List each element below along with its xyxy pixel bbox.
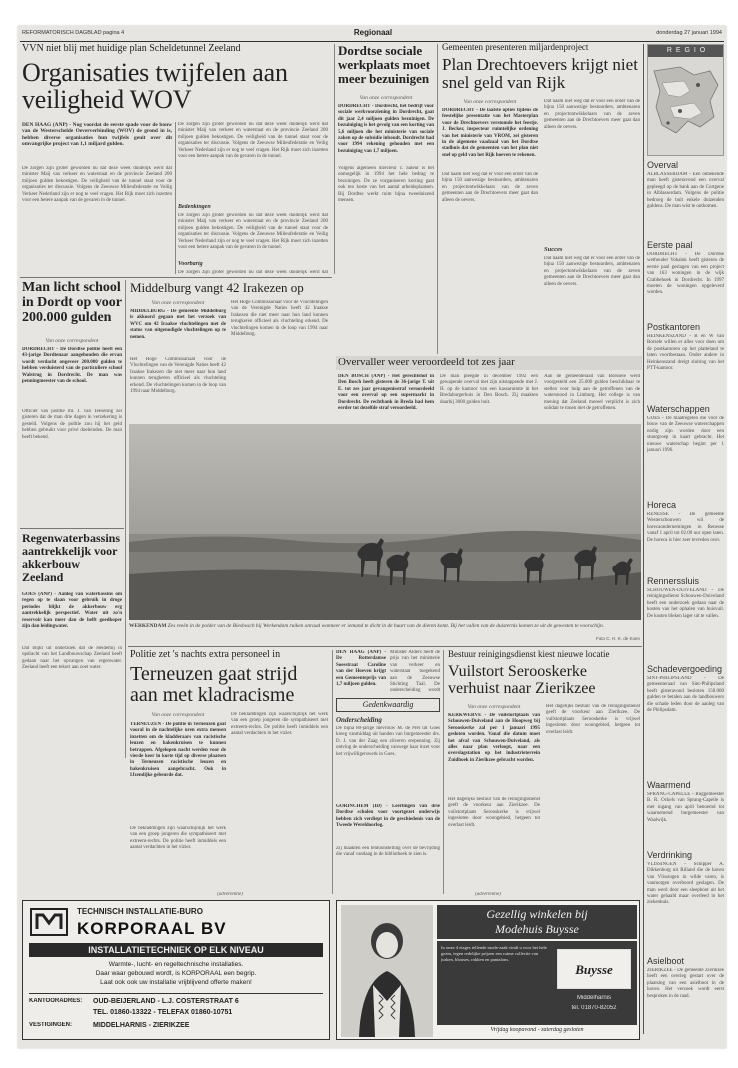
regen-body: Dat blijkt uit onderzoek dat de Heidemij in opdracht van het Landbouwschap Zeeland heeft gedaan naar het opvangen van regenwater. Zeeland heeft een tekort aan zoet water.	[22, 646, 122, 671]
man-correspondent: Van onze correspondent	[45, 338, 99, 344]
newspaper-page	[18, 26, 726, 1048]
politie-kicker: Politie zet 's nachts extra personeel in	[130, 650, 281, 660]
vuilstort-kicker: Bestuur reinigingsdienst kiest nieuwe locatie	[448, 650, 610, 659]
regio-banner-title: R E G I O	[648, 45, 724, 57]
photo-caption: Zes reeën in de polder van de Biesbosch bij Werkendam ruiken onraad wanneer er iemand te dicht in de buurt van de dieren komt. Bij het vallen van de duisternis komen ze uit de gewesten te voorschijn.	[167, 623, 605, 629]
deer-photo	[129, 424, 641, 620]
drecht-intro: DORDRECHT - De laatste opties tijdens de feestelijke presentatie van het Masterplan voor de Drechtoevers verstomde het feestje. J. Becker, inspecteur ruimtelijke ordening van het ministerie van VROM, zei gisteren in de algemene vaadzaal van het Dordtse stadhuis dat de gemeenten van het plan niet snel op geld van het Rijk hoeven te rekenen.	[442, 108, 538, 158]
overvaller-intro: DEN BOSCH (ANP) - Het gerechtshof in Den Bosch heeft gisteren de 36-jarige T. uit E. tot zes jaar gevangenisstraf veroordeeld voor een overval op een supermarkt in Dordrecht. De rechtbank in Breda had hem eerder tot dezelfde straf veroordeeld.	[338, 374, 434, 412]
politie-correspondent: Van onze correspondent	[151, 712, 205, 718]
lead-body-col2: De zorgen zijn groter geworden nu dat deze week duidelijk werd dat minister Maij van verkeer en waterstaat en de provincie Zeeland 200 miljoen gulden bekostigen. De veiligheid van de tunnel staat voor de organisaties ter discussie. Volgens de Zeeuwse Milieufederatie en Veilig Verkeer Nederland zijn er nog te veel vragen. Het Rijk moet zich inzetten voor een betere aanpak van de gevaren in de tunnel.	[178, 122, 328, 160]
sidebar-body-overval: ALBLASSERDAM - Een onbekende man heeft gisteravond een overval gepleegd op de bank aan de Cortgene in Alblasserdam. Volgens de politie bedroeg de buit enkele duizenden guldens. De man wist te ontkomen.	[647, 172, 724, 210]
lead-intro: DEN HAAG (ANP) - Nog voordat de eerste spade voor de bouw van de Westerschelde Oeververbinding (WOV) de grond in is, hebben diverse organisaties hun twijfels geuit over dit omvangrijke project van 1,1 miljard gulden.	[22, 122, 172, 148]
overvaller-headline: Overvaller weer veroordeeld tot zes jaar	[338, 357, 515, 368]
sidebar-title-waterschappen: Waterschappen	[647, 404, 710, 414]
middelburg-body-col2: Het Hoge Commissariaat voor de Vluchtelingen van de Verenigde Naties heeft 42 Iraakse Irakezen die niet meer naar hun land kunnen terugkeren officieel als vluchteling erkend. De vluchtelingen komen in de loop van 1994 naar Middelburg.	[231, 300, 328, 338]
sidebar-body-horeca: RENESSE - De gemeente Westerschouwen wil de horecaondernemingen in Renesse vanaf 1 april tot 02.00 uur open laten. De horeca is hier zeer tevreden over.	[647, 512, 724, 543]
sidebar-body-postkantoren: HEINKENSZAND - B en W van Borsele willen er alles voor doen om de postkantoren op het platteland te laten voortbestaan. Onder andere in Heinkenszand dreigt sluiting van het PTT-kantoor.	[647, 334, 724, 372]
sidebar-body-rennerssluis: SCHOUWEN-DUIVELAND - De reinigingsdienst Schouwen-Duiveland heeft een onderzoek gedaan naar de kosten van het ophalen van huisvuil. De kosten bleken lager uit te vallen.	[647, 588, 724, 619]
ad-modehuis[interactable]	[336, 900, 640, 1040]
middelburg-headline: Middelburg vangt 42 Irakezen op	[130, 281, 304, 295]
drecht-kicker: Gemeenten presenteren miljardenproject	[442, 43, 589, 52]
sidebar-title-verdrinking: Verdrinking	[647, 850, 693, 860]
header-rule	[20, 41, 724, 42]
drecht-body-col2: Dat naam niet weg dat er voor een order van de bijna 150 aanwezige bestuurders, ambtenaren en projectontwikkelaars van de zeven gemeenten aan de Drechtoevers meer gaat dan alleen de oevers.	[544, 99, 640, 130]
ad-modehuis-label: (advertentie)	[475, 892, 501, 897]
buysse-logo: Buysse	[557, 949, 631, 989]
vuilstort-body-col1: Het dagelijks bestuur van de reinigingsdienst geeft de voorkeur aan Zierikzee. De vuilstortplaats Serooskerke is vrijwel ingesloten door woongebied, hetgeen tot overlast leidt.	[448, 797, 540, 828]
header-left: REFORMATORISCH DAGBLAD pagina 4	[22, 30, 125, 36]
ad-korporaal-row1-label: KANTOORADRES:	[29, 998, 83, 1004]
politie-intro: TERNEUZEN - De politie in Terneuzen gaat vooral in de nachtelijke uren extra mensen inzetten om de kladderaars van racistische leuzen en hakenkruisen te kunnen betrappen. Afgelopen nacht werden voor de vierde keer in korte tijd op diverse plaatsen in Terneuzen racistische leuzen en hakenkruisen aangebracht. Ook in IJzendijke gebeurde dat.	[130, 722, 226, 779]
man-body: Officier van justitie mr. J. van Teeseling zei gisteren dat de man drie dagen in verzekering is gesteld. Volgens de politie zou hij het geld hebben gebruikt voor privé doeleinden. De man heeft bekend.	[22, 409, 122, 440]
ad-modehuis-body: In onze 4 etages tellende mode-zaak vindt u voor het hele gezin, tegen redelijke prijzen een ruime collectie van jurken, blouses, rokken en pantalons.	[441, 945, 547, 962]
ad-korporaal-row2-value: TEL. 01860-13322 - TELEFAX 01860-10751	[93, 1009, 233, 1016]
politie-headline: Terneuzen gaat strijd aan met kladracisme	[130, 664, 298, 706]
gedenkwaardig-subhead: Onderscheiding	[336, 716, 382, 724]
politie-body-col1: De bekladdingen zijn waarschijnlijk het werk van een groep jongeren die sympathiseert met extreem-rechts. De politie heeft inmiddels een aantal verdachten in het vizier.	[130, 826, 226, 851]
sidebar-body-verdrinking: VLISSINGEN - Schipper A. Dikkenburg uit Rilland die de haven van Vlissingen in wilde varen, is vanmorgen overboord geslagen. De man werd door een sleepboot uit het water gehaald maar overleed in het ziekenhuis.	[647, 862, 724, 906]
ad-modehuis-title2: Modehuis Buysse	[495, 922, 579, 936]
ad-korporaal-tagline: INSTALLATIETECHNIEK OP ELK NIVEAU	[29, 943, 323, 957]
denhaag-body: Minister Alders heeft de prijs van het ministerie van verkeer en waterstaat toegekend aan de Zeeuwse Stichting Taal. De onderscheiding wordt	[390, 650, 440, 694]
sidebar-title-horeca: Horeca	[647, 500, 677, 510]
vuilstort-body-col2: Het dagelijks bestuur van de reinigingsdienst geeft de voorkeur aan Zierikzee. De vuilstortplaats Serooskerke is vrijwel ingesloten door woongebied, hetgeen tot overlast leidt.	[546, 704, 640, 735]
sidebar-body-eerste-paal: DORDRECHT - De Dordtse wethouder Vokaluk heeft gisteren de eerste paal geslagen van een project van 163 woningen in de wijk Crabbehoek in Dordrecht. In 1997 moeten de woningen opgeleverd worden.	[647, 252, 724, 296]
header-date: donderdag 27 januari 1994	[656, 30, 722, 36]
gordinchem-intro: GORINCHEM (ID) - Leerlingen van drie Dordtse scholen voor voortgezet onderwijs hebben zich verdiept in de geschiedenis van de Tweede Wereldoorlog.	[336, 804, 440, 829]
photo-caption-lead: WERKENDAM	[129, 623, 167, 629]
photo-caption-block	[129, 623, 641, 641]
ad-modehuis-footer: Vrijdag koopavond - zaterdag gesloten	[490, 1027, 584, 1033]
sidebar-title-schadevergoeding: Schadevergoeding	[647, 664, 723, 674]
man-headline: Man licht school in Dordt op voor 200.000 gulden	[22, 280, 122, 325]
vuilstort-headline: Vuilstort Serooskerke verhuist naar Zierikzee	[448, 663, 596, 697]
sidebar-title-waarmend: Waarmend	[647, 780, 691, 790]
sidebar-title-postkantoren: Postkantoren	[647, 322, 701, 332]
lead-subhead-bedenkingen: Bedenkingen	[178, 204, 211, 210]
sidebar-title-asielboot: Asielboot	[647, 956, 685, 966]
drecht-headline: Plan Drechtoevers krijgt niet snel geld van Rijk	[442, 56, 638, 92]
lead-kicker: VVN niet blij met huidige plan Scheldetunnel Zeeland	[22, 44, 241, 54]
sidebar-title-overval: Overval	[647, 160, 679, 170]
sidebar-body-waarmend: SPRANG-CAPELLE - Ruggemeester B. R. Ockels van Sprang-Capelle is met ingang van april benoemd tot waarnemend burgemeester van Waalwijk.	[647, 792, 724, 823]
lead-body-col1: De zorgen zijn groter geworden nu dat deze week duidelijk werd dat minister Maij van verkeer en waterstaat en de provincie Zeeland 200 miljoen gulden bekostigen. De veiligheid van de tunnel staat voor de organisaties ter discussie. Volgens de Zeeuwse Milieufederatie en Veilig Verkeer Nederland zijn er nog te veel vragen. Het Rijk moet zich inzetten voor een betere aanpak van de gevaren in de tunnel.	[22, 166, 172, 204]
regen-intro: GOES (ANP) - Aanleg van waterbassins om regen op te slaan voor gebruik in droge periodes blijkt de akkerbouw erg aantrekkelijk perspectief. Water uit zo'n reservoir kan meer dan de helft goedkoper zijn dan leidingwater.	[22, 592, 122, 630]
middelburg-intro: MIDDELBURG - De gemeente Middelburg is akkoord gegaan met het verzoek van WVC om 42 Iraakse vluchtelingen met de status van uitgenodigde vluchtelingen op te nemen.	[130, 309, 226, 340]
sidebar-title-rennerssluis: Rennerssluis	[647, 576, 700, 586]
korporaal-logo-icon	[29, 907, 69, 937]
ad-korporaal[interactable]	[22, 900, 330, 1040]
sidebar-column	[647, 160, 724, 1030]
drecht-body-col1: Dat naam niet weg dat er voor een order van de bijna 150 aanwezige bestuurders, ambtenaren en projectontwikkelaars van de zeven gemeenten aan de Drechtoevers meer gaat dan alleen de oevers.	[442, 172, 538, 203]
section-title: Regionaal	[353, 28, 393, 37]
denhaag-intro: DEN HAAG (ANP) - De Rotterdamse Soesstraat Caroline van der Hoeven krijgt een Gemeenteprijs van 1,7 miljoen gulden.	[336, 650, 386, 688]
dordtse-body: Volgens algemeen directeur T. Sateur is het onmogelijk in 1994 het hele bedrag te bezuinigen. De ze vorganiseren korting gaat ook ten koste van het aantal arbeidsplaatsen. Bij Dordtse werkt ruim bijna tweeduizend mensen.	[338, 166, 434, 204]
deer-scene	[129, 424, 641, 620]
ad-korporaal-label: (advertentie)	[217, 892, 243, 897]
ad-korporaal-name: KORPORAAL BV	[77, 919, 227, 938]
gordinchem-body: Zij maakten een tentoonstelling over de bevrijding die vanaf vandaag in de bibliotheek te zien is.	[336, 846, 440, 858]
ad-modehuis-address: Middelharnis	[576, 995, 612, 1001]
regio-banner	[647, 44, 724, 156]
sidebar-body-waterschappen: GOES - De maatregelen die voor de bouw van de Zeeuwse waterschappen nodig zijn worden door een stuurgroep in kaart gebracht. Het nieuwe waterschap begint per 1 januari 1996.	[647, 416, 724, 454]
ad-korporaal-row3-label: VESTIGINGEN:	[29, 1022, 73, 1028]
vuilstort-correspondent: Van onze correspondent	[467, 704, 521, 710]
politie-body-col2: De bekladdingen zijn waarschijnlijk het werk van een groep jongeren die sympathiseert met extreem-rechts. De politie heeft inmiddels een aantal verdachten in het vizier.	[231, 712, 328, 737]
drecht-body-col2b: Dat naam niet weg dat er voor een order van de bijna 150 aanwezige bestuurders, ambtenaren en projectontwikkelaars van de zeven gemeenten aan de Drechtoevers meer gaat dan alleen de oevers.	[544, 256, 640, 287]
sidebar-title-eerste-paal: Eerste paal	[647, 240, 693, 250]
overvaller-body: De man pleegde in december 1992 een gewapende overval met zijn uitstappende met J. H. op de kantoor van een kassaruimte in het Bredaburgerhuis in Den Bosch. Zij maakten daarbij 3000 gulden buit.	[440, 374, 538, 405]
dordtse-headline: Dordtse sociale werkplaats moet meer bezuinigen	[338, 44, 431, 86]
ad-korporaal-top: TECHNISCH INSTALLATIE-BURO	[77, 907, 203, 916]
dordtse-correspondent: Van onze correspondent	[359, 95, 413, 101]
ad-korporaal-row1-value: OUD-BEIJERLAND - L.J. COSTERSTRAAT 6	[93, 998, 239, 1005]
drecht-correspondent: Van onze correspondent	[463, 99, 517, 105]
sidebar-body-asielboot: ZIERIKZEE - De gemeente Zierikzee heeft een overleg gestart over de plaatsing van een asielboot in de haven. Het verzoek wordt eerst besproken in de raad.	[647, 968, 724, 999]
ad-korporaal-line3: Laat ook ook uw installatie vrijblijvend offerte maken!	[100, 979, 252, 986]
regen-headline: Regenwaterbassins aantrekkelijk voor akkerbouw Zeeland	[22, 532, 120, 584]
zeeland-map-icon	[650, 61, 722, 153]
drecht-subhead-succes: Succes	[544, 246, 563, 253]
lead-body-col2b: De zorgen zijn groter geworden nu dat deze week duidelijk werd dat minister Maij van verkeer en waterstaat en de provincie Zeeland 200 miljoen gulden bekostigen. De veiligheid van de tunnel staat voor de organisaties ter discussie. Volgens de Zeeuwse Milieufederatie en Veilig Verkeer Nederland zijn er nog te veel vragen. Het Rijk moet zich inzetten voor een betere aanpak van de gevaren in de tunnel.	[178, 213, 328, 251]
photo-credit: Foto C. H. K. de Koen	[595, 636, 640, 641]
heinkenszand-body: Aan de gemeenteraad van Borssele werd voorgesteld een 25.000 gulden beschikbaar te stellen voor hulp aan de getroffenen van de watersnood in Limburg. Het college is van mening dat Zeeland moreel verplicht is zich solidair te tonen met de getroffenen.	[544, 374, 640, 412]
gedenkwaardig-label: Gedenkwaardig	[336, 698, 440, 712]
lead-headline: Organisaties twijfelen aan veiligheid WOV	[22, 59, 288, 114]
lead-body-col2c: De zorgen zijn groter geworden nu dat deze week duidelijk werd dat	[178, 270, 328, 274]
gedenkwaardig-body: De bijna 80-jarige mevrouw M. de Prel uit Goes kreeg vanmiddag uit handen van burgemeester drs. D. J. van der Zaag een zilveren erepenning. Zij ontving de onderscheiding vanwege haar inzet voor het vrijwilligerswerk in Goes.	[336, 726, 440, 757]
middelburg-correspondent: Van onze correspondent	[151, 300, 205, 306]
vuilstort-intro: KERKWERVE - De vuilstortplaats van Schouwen-Duiveland aan de Hoopweg bij Serooskerke zal per 1 januari 1995 gesloten worden. Vanaf die datum moet het afval van Schouwen-Duiveland, als alles naar plan verloopt, naar een overslagstation op het industrieterrein Zuidhoek in Zierikzee gebracht worden.	[448, 713, 540, 763]
sidebar-body-schadevergoeding: SINT-PHILIPSLAND - De gemeenteraad van Sint-Philipsland heeft gisteravond besloten 150.000 gulden te betalen aan de landbouwers die schade leden door de aanleg van de Philipsdam.	[647, 676, 724, 714]
ad-modehuis-title1: Gezellig winkelen bij	[486, 907, 588, 921]
ad-korporaal-row3-value: MIDDELHARNIS - ZIERIKZEE	[93, 1022, 190, 1029]
middelburg-body-col1: Het Hoge Commissariaat voor de Vluchtelingen van de Verenigde Naties heeft 42 Iraakse Irakezen die niet meer naar hun land kunnen terugkeren officieel als vluchteling erkend. De vluchtelingen komen in de loop van 1994 naar Middelburg.	[130, 357, 226, 395]
ad-korporaal-line2: Daar waar gebouwd wordt, is KORPORAAL een begrip.	[95, 970, 257, 977]
model-photo	[341, 905, 433, 1037]
lead-subhead-voorbarig: Voorbarig	[178, 261, 203, 267]
man-intro: DORDRECHT - De Dordtse politie heeft een 43-jarige Dordtenaar aangehouden die ervan wordt verdacht ongeveer 200.000 gulden te hebben verduisterd van de particuliere school Walstrug in Dordrecht. De man was penningmeester van de school.	[22, 347, 122, 385]
ad-korporaal-line1: Warmte-, lucht- en regeltechnische installaties.	[108, 961, 244, 968]
ad-modehuis-phone: tel. 01870-82052	[571, 1005, 617, 1011]
dordtse-intro: DORDRECHT - Dordrecht, het bedrijf voor sociale werkvoorziening in Dordrecht, gaat dit jaar 2,4 miljoen gulden bezuinigen. De bezuiniging is het gevolg van een korting van 5,6 miljoen die het ministerie van sociale zaken op de subsidie inboudt. Dordrecht had voor 1994 rekening gehouden met een bezuiniging van 1,7 miljoen.	[338, 104, 434, 154]
